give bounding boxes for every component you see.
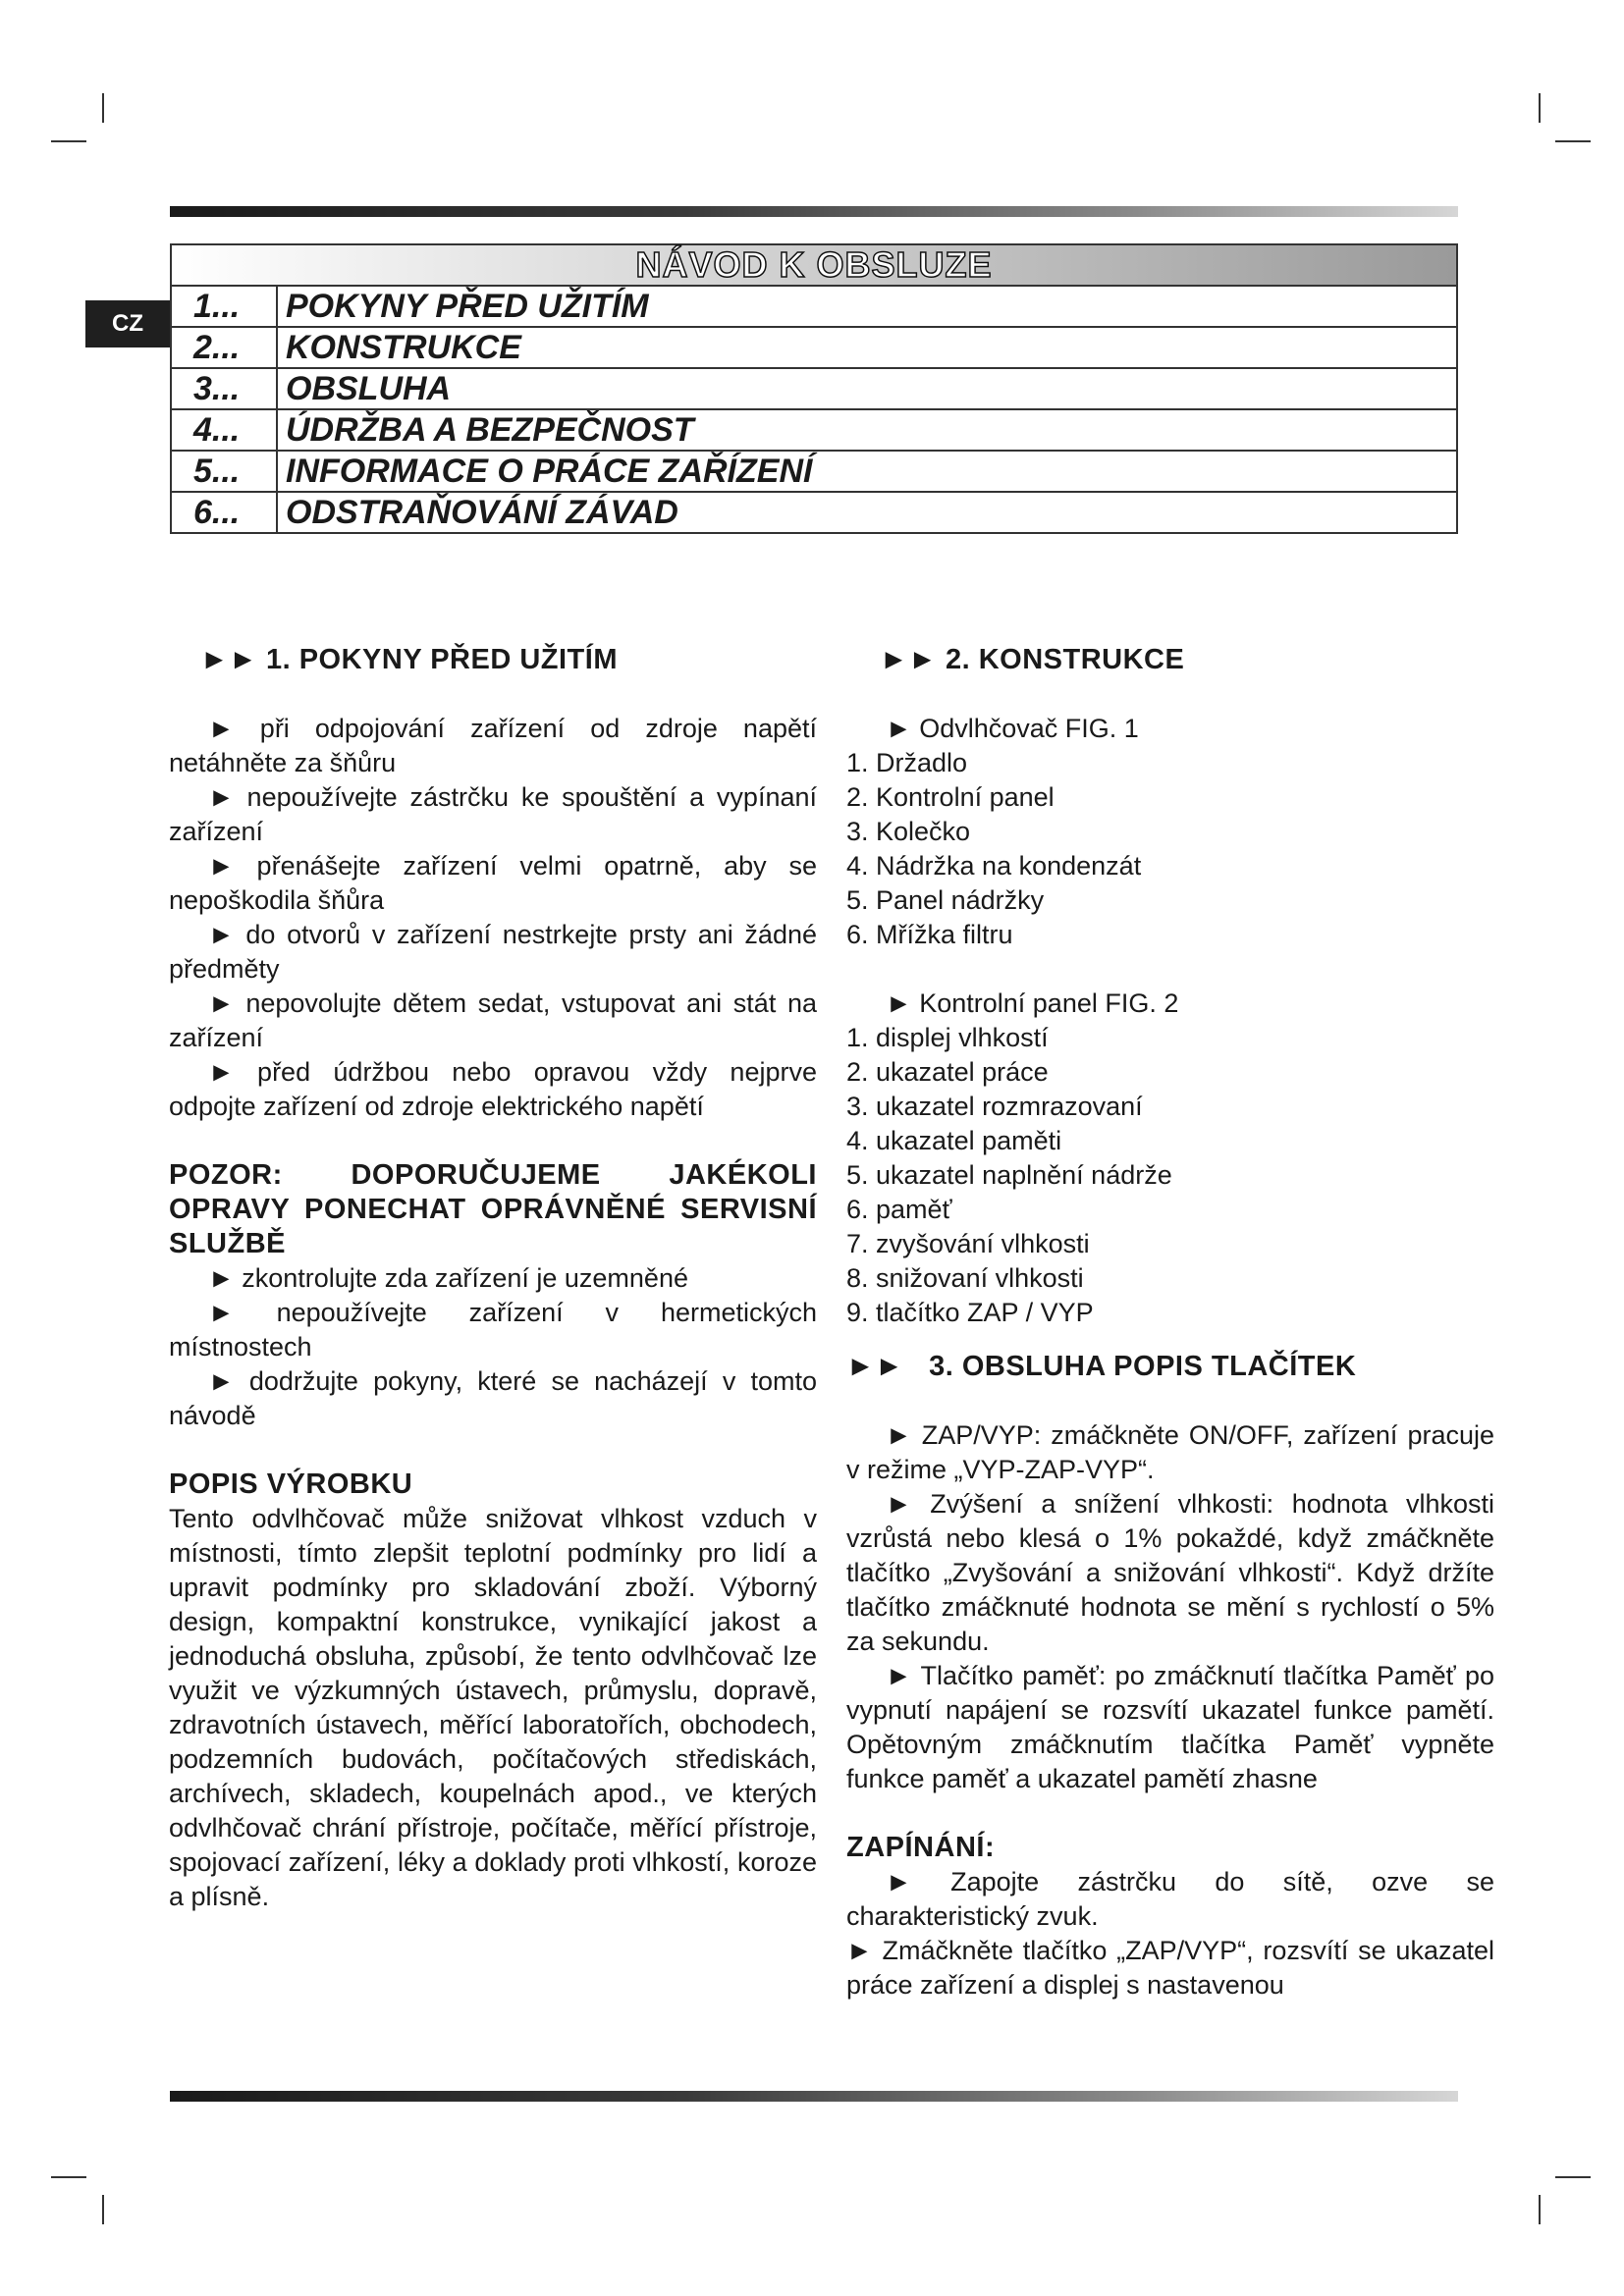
bottom-rule	[170, 2091, 1458, 2102]
paragraph: ► Zapojte zástrčku do sítě, ozve se charakteristický zvuk.	[846, 1867, 1494, 1931]
paragraph: ► Tlačítko paměť: po zmáčknutí tlačítka Paměť po vypnutí napájení se rozsvítí ukazatel funkce pamětí. Opětovným zmáčknutím tlačítka Paměť vypněte funkce paměť a ukazatel pamětí zhasne	[846, 1661, 1494, 1793]
list-item: 6. paměť	[846, 1195, 952, 1224]
section-3-heading: ►► 3. OBSLUHA POPIS TLAČÍTEK	[846, 1351, 1357, 1382]
toc-num: 2...	[171, 327, 277, 368]
toc-row	[171, 451, 1457, 492]
crop-mark	[1539, 93, 1541, 123]
toc-label: ÚDRŽBA A BEZPEČNOST	[277, 409, 1457, 451]
list-item: 3. Kolečko	[846, 817, 971, 846]
list-item: 1. displej vlhkostí	[846, 1023, 1049, 1052]
toc-label: ODSTRAŇOVÁNÍ ZÁVAD	[277, 492, 1457, 533]
right-column	[846, 643, 1494, 2002]
section-1-heading: ►► 1. POKYNY PŘED UŽITÍM	[200, 644, 618, 675]
product-description: Tento odvlhčovač může snižovat vlhkost vzduch v místnosti, tímto zlepšit teplotní podmínky pro lidí a upravit podmínky pro skladování zboží. Výborný design, kompaktní konstrukce, vynikající jakost a jednoduchá obsluha, způsobí, že tento odvlhčovač lze využit ve výzkumných ústavech, průmyslu, dopravě, zdravotních ústavech, měřící laboratořích, obchodech, podzemních budovách, počítačových střediskách, archívech, skladech, koupelnách apod., ve kterých odvlhčovač chrání přístroje, počítače, měřící přístroje, spojovací zařízení, léky a doklady proti vlhkostí, koroze a plísně.	[169, 1504, 817, 1911]
fig1-title: ► Odvlhčovač FIG. 1	[886, 714, 1139, 743]
list-item: 4. ukazatel paměti	[846, 1126, 1062, 1155]
list-item: 1. Držadlo	[846, 748, 968, 777]
bullet-item: ► přenášejte zařízení velmi opatrně, aby se nepoškodila šňůra	[169, 851, 817, 915]
toc-num: 1...	[171, 286, 277, 327]
toc-num: 3...	[171, 368, 277, 409]
toc-label: POKYNY PŘED UŽITÍM	[277, 286, 1457, 327]
toc-row	[171, 409, 1457, 451]
fig2-title: ► Kontrolní panel FIG. 2	[886, 988, 1179, 1018]
toc-label: OBSLUHA	[277, 368, 1457, 409]
list-item: 4. Nádržka na kondenzát	[846, 851, 1142, 881]
toc-num: 5...	[171, 451, 277, 492]
toc-label: KONSTRUKCE	[277, 327, 1457, 368]
crop-mark	[1555, 2176, 1591, 2178]
bullet-item: ► zkontrolujte zda zařízení je uzemněné	[208, 1263, 688, 1293]
list-item: 7. zvyšování vlhkosti	[846, 1229, 1090, 1258]
left-column	[169, 643, 817, 1914]
bullet-item: ► nepoužívejte zástrčku ke spouštění a vypínaní zařízení	[169, 782, 817, 846]
toc-row	[171, 492, 1457, 533]
crop-mark	[51, 140, 86, 142]
paragraph: ► Zvýšení a snížení vlhkosti: hodnota vlhkosti vzrůstá nebo klesá o 1% pokaždé, když zmáčkněte tlačítko „Zvyšování a snižování vlhkosti“. Když držíte tlačítko zmáčknuté hodnota se mění s rychlostí o 5% za sekundu.	[846, 1489, 1494, 1656]
bullet-item: ► při odpojování zařízení od zdroje napětí netáhněte za šňůru	[169, 714, 817, 777]
toc-row	[171, 286, 1457, 327]
crop-mark	[51, 2176, 86, 2178]
language-tab: CZ	[85, 300, 170, 347]
bullet-item: ► nepovolujte dětem sedat, vstupovat ani stát na zařízení	[169, 988, 817, 1052]
warning-text: POZOR: DOPORUČUJEME JAKÉKOLI OPRAVY PONECHAT OPRÁVNĚNÉ SERVISNÍ SLUŽBĚ	[169, 1159, 817, 1259]
list-item: 5. Panel nádržky	[846, 885, 1045, 915]
crop-mark	[102, 2195, 104, 2224]
paragraph: ► Zmáčkněte tlačítko „ZAP/VYP“, rozsvítí se ukazatel práce zařízení a displej s nastavenou	[846, 1936, 1494, 2000]
crop-mark	[1555, 140, 1591, 142]
toc-row	[171, 327, 1457, 368]
toc-label: INFORMACE O PRÁCE ZAŘÍZENÍ	[277, 451, 1457, 492]
list-item: 2. Kontrolní panel	[846, 782, 1055, 812]
product-description-heading: POPIS VÝROBKU	[169, 1468, 413, 1500]
crop-mark	[1539, 2195, 1541, 2224]
bullet-item: ► nepoužívejte zařízení v hermetických místnostech	[169, 1298, 817, 1362]
list-item: 9. tlačítko ZAP / VYP	[846, 1298, 1094, 1327]
list-item: 6. Mřížka filtru	[846, 920, 1013, 949]
toc-title: NÁVOD K OBSLUZE	[171, 244, 1457, 286]
top-rule	[170, 206, 1458, 217]
list-item: 2. ukazatel práce	[846, 1057, 1049, 1087]
table-of-contents	[170, 243, 1458, 534]
section-2-heading: ►► 2. KONSTRUKCE	[880, 644, 1185, 675]
toc-num: 4...	[171, 409, 277, 451]
toc-row	[171, 368, 1457, 409]
bullet-item: ► před údržbou nebo opravou vždy nejprve odpojte zařízení od zdroje elektrického napětí	[169, 1057, 817, 1121]
crop-mark	[102, 93, 104, 123]
paragraph: ► ZAP/VYP: zmáčkněte ON/OFF, zařízení pracuje v režime „VYP-ZAP-VYP“.	[846, 1420, 1494, 1484]
zapinani-heading: ZAPÍNÁNÍ:	[846, 1832, 996, 1863]
list-item: 8. snižovaní vlhkosti	[846, 1263, 1084, 1293]
list-item: 3. ukazatel rozmrazovaní	[846, 1092, 1143, 1121]
list-item: 5. ukazatel naplnění nádrže	[846, 1160, 1172, 1190]
bullet-item: ► do otvorů v zařízení nestrkejte prsty ani žádné předměty	[169, 920, 817, 984]
bullet-item: ► dodržujte pokyny, které se nacházejí v tomto návodě	[169, 1366, 817, 1430]
toc-num: 6...	[171, 492, 277, 533]
